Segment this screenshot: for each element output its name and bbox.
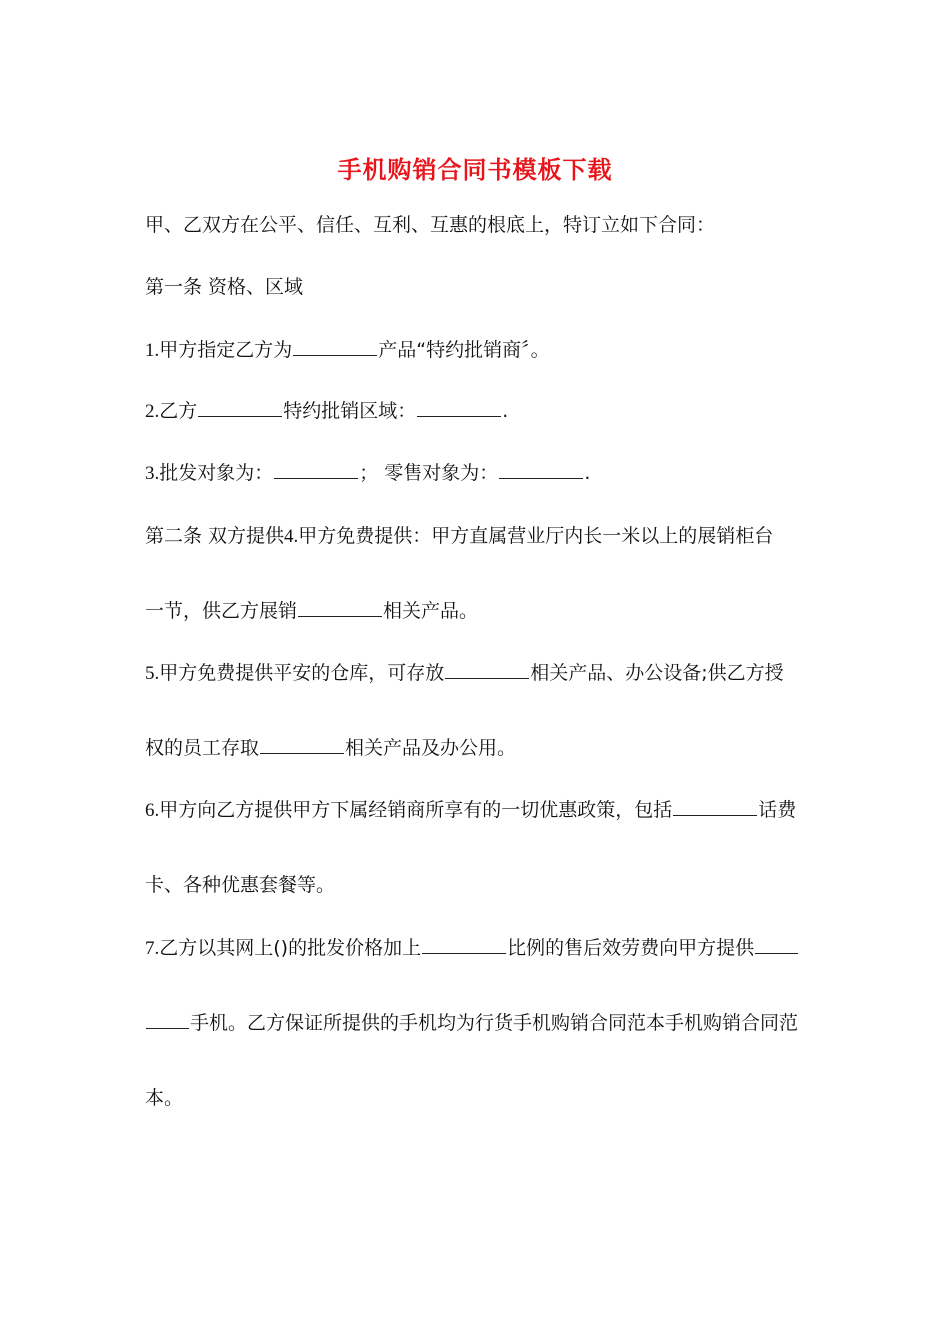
- clause-4-line-2: [145, 598, 825, 624]
- clause-text: 特约批销区域：: [283, 400, 417, 422]
- clause-text: 甲方向乙方提供甲方下属经销商所享有的一切优惠政策，包括: [159, 799, 673, 821]
- clause-number: 5.: [145, 663, 160, 684]
- document-title: 手机购销合同书模板下载: [337, 155, 613, 184]
- fill-in-blank: [274, 460, 358, 479]
- clause-5-line-1: [145, 660, 825, 687]
- clause-text: 相关产品及办公用。: [345, 737, 517, 759]
- fill-in-blank: [260, 735, 344, 754]
- fill-in-blank: [755, 935, 798, 954]
- clause-text: .: [584, 462, 591, 484]
- article2-heading: 第二条 双方提供: [145, 525, 285, 547]
- clause-text: 乙方以其网上()的批发价格加上: [159, 937, 422, 959]
- fill-in-blank: [298, 598, 382, 617]
- clause-text: ； 零售对象为：: [359, 462, 499, 484]
- clause-text: 话费: [758, 799, 797, 821]
- clause-7-line-3: [145, 1085, 825, 1111]
- clause-text: .: [502, 400, 509, 422]
- fill-in-blank: [146, 1010, 189, 1029]
- clause-number: 4.: [284, 526, 299, 547]
- clause-number: 3.: [145, 463, 160, 484]
- clause-number: 1.: [145, 340, 160, 361]
- clause-text: 比例的售后效劳费向甲方提供: [507, 937, 755, 959]
- clause-text: 卡、各种优惠套餐等。: [145, 874, 336, 896]
- clause-text: 甲方指定乙方为: [159, 339, 293, 361]
- clause-5-line-2: [145, 735, 825, 761]
- clause-number: 2.: [145, 401, 160, 422]
- clause-1: [145, 337, 825, 364]
- clause-4-line-1: [145, 523, 825, 550]
- fill-in-blank: [198, 398, 282, 417]
- clause-text: 一节，供乙方展销: [145, 600, 298, 622]
- fill-in-blank: [499, 460, 583, 479]
- fill-in-blank: [293, 337, 377, 356]
- clause-7-line-1: [145, 935, 825, 962]
- clause-7-line-2: [145, 1010, 825, 1036]
- clause-text: 批发对象为：: [159, 462, 274, 484]
- clause-number: 6.: [145, 800, 160, 821]
- fill-in-blank: [673, 797, 757, 816]
- clause-3: [145, 460, 825, 487]
- clause-text: 相关产品、办公设备;供乙方授: [530, 662, 784, 684]
- clause-text: 相关产品。: [383, 600, 479, 622]
- clause-6-line-1: [145, 797, 825, 824]
- clause-6-line-2: [145, 872, 825, 898]
- clause-text: 权的员工存取: [145, 737, 260, 759]
- clause-text: 乙方: [159, 400, 198, 422]
- clause-2: [145, 398, 825, 425]
- clause-text: 甲方免费提供平安的仓库，可存放: [159, 662, 445, 684]
- clause-text: 甲方免费提供：甲方直属营业厅内长一米以上的展销柜台: [298, 525, 774, 547]
- article1-heading: 第一条 资格、区域: [145, 276, 304, 298]
- fill-in-blank: [417, 398, 501, 417]
- fill-in-blank: [445, 660, 529, 679]
- fill-in-blank: [422, 935, 506, 954]
- intro-paragraph: 甲、乙双方在公平、信任、互利、互惠的根底上，特订立如下合同：: [145, 214, 716, 236]
- clause-text: 手机。乙方保证所提供的手机均为行货手机购销合同范本手机购销合同范: [190, 1012, 799, 1034]
- clause-number: 7.: [145, 938, 160, 959]
- clause-text: 本。: [145, 1087, 184, 1109]
- clause-text: 产品“特约批销商〞。: [378, 339, 550, 361]
